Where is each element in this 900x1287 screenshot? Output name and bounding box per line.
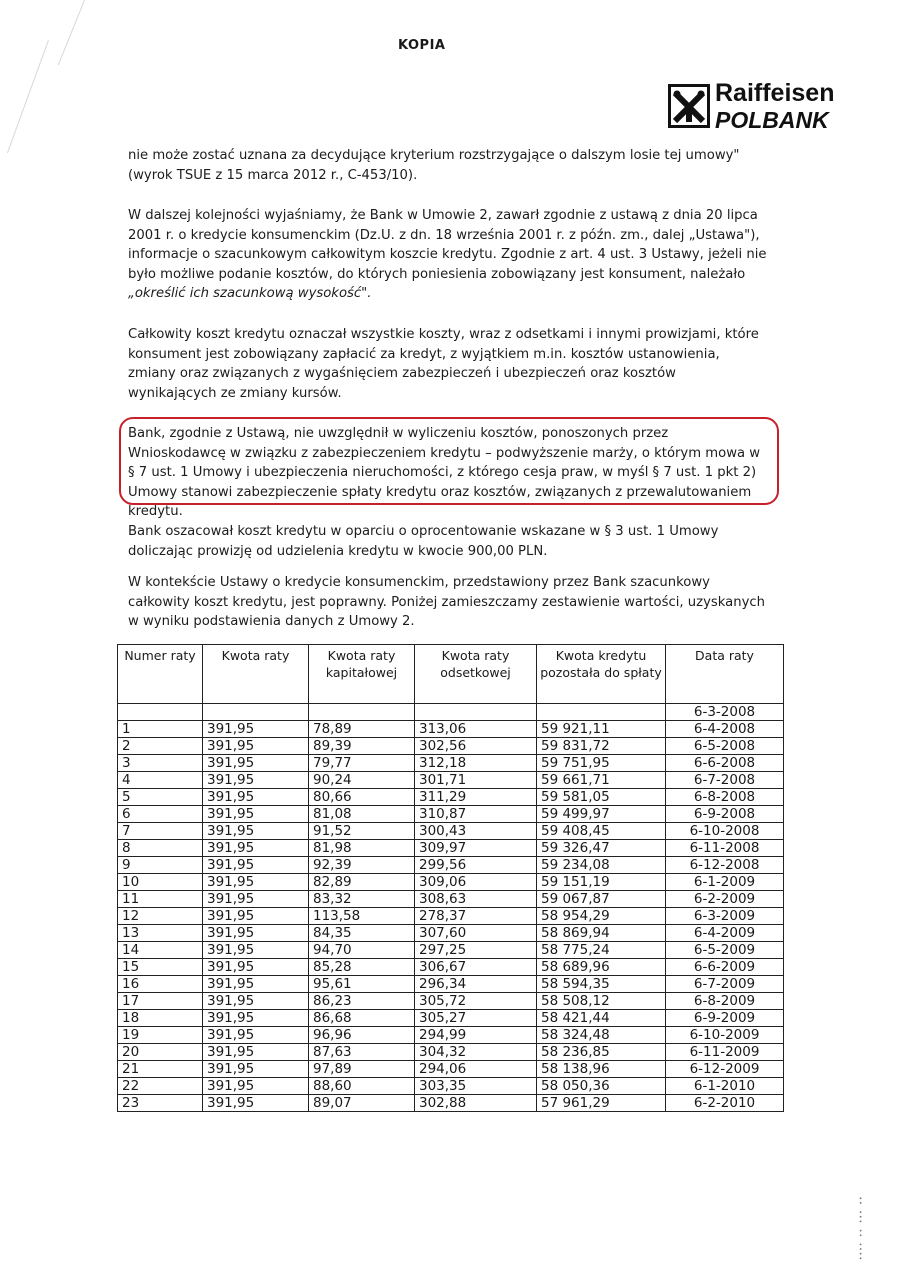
table-body	[118, 704, 784, 1112]
cell-installment-amount: 391,95	[203, 976, 309, 993]
raiffeisen-logo-icon	[668, 84, 710, 128]
cell-installment-number: 12	[118, 908, 203, 925]
table-row	[118, 789, 784, 806]
cell-installment-number: 15	[118, 959, 203, 976]
paragraph-highlighted-costs: Bank, zgodnie z Ustawą, nie uwzględnił w wyliczeniu kosztów, ponoszonych przez Wnioskodawcę w związku z zabezpieczeniem kredytu – podwyższenie marży, o którym mowa w § 7 ust. 1 Umowy i ubezpieczenia nieruchomości, z którego cesja praw, w myśl § 7 ust. 1 pkt 2) Umowy stanowi zabezpieczenie spłaty kredytu oraz kosztów, związanych z przewalutowaniem kredytu.	[128, 426, 761, 519]
cell-principal: 87,63	[309, 1044, 415, 1061]
cell-date: 6-2-2009	[666, 891, 784, 908]
cell-installment-amount: 391,95	[203, 874, 309, 891]
table-row	[118, 908, 784, 925]
cell-principal: 89,07	[309, 1095, 415, 1112]
table-row	[118, 1027, 784, 1044]
cell-installment-number: 23	[118, 1095, 203, 1112]
cell-principal: 80,66	[309, 789, 415, 806]
cell-installment-amount: 391,95	[203, 857, 309, 874]
cell-installment-number: 20	[118, 1044, 203, 1061]
cell-remaining-balance: 59 408,45	[537, 823, 666, 840]
table-row	[118, 721, 784, 738]
cell-principal: 84,35	[309, 925, 415, 942]
cell-installment-amount: 391,95	[203, 772, 309, 789]
cell-principal: 94,70	[309, 942, 415, 959]
cell-remaining-balance: 58 594,35	[537, 976, 666, 993]
cell-installment-amount: 391,95	[203, 1078, 309, 1095]
cell-principal: 89,39	[309, 738, 415, 755]
table-row	[118, 857, 784, 874]
cell-date: 6-10-2008	[666, 823, 784, 840]
cell-interest: 310,87	[415, 806, 537, 823]
cell-installment-number: 1	[118, 721, 203, 738]
cell-installment-amount: 391,95	[203, 993, 309, 1010]
cell-remaining-balance: 57 961,29	[537, 1095, 666, 1112]
cell-date: 6-12-2008	[666, 857, 784, 874]
cell-interest: 309,06	[415, 874, 537, 891]
cell-installment-number: 11	[118, 891, 203, 908]
cell-installment-amount: 391,95	[203, 789, 309, 806]
cell-interest: 302,56	[415, 738, 537, 755]
cell-interest: 312,18	[415, 755, 537, 772]
cell-installment-number: 6	[118, 806, 203, 823]
table-row	[118, 925, 784, 942]
cell-principal: 82,89	[309, 874, 415, 891]
cell-date: 6-9-2008	[666, 806, 784, 823]
cell-principal: 81,98	[309, 840, 415, 857]
cell-remaining-balance: 58 236,85	[537, 1044, 666, 1061]
cell-date: 6-1-2009	[666, 874, 784, 891]
cell-principal: 88,60	[309, 1078, 415, 1095]
cell-installment-number: 3	[118, 755, 203, 772]
cell-interest: 305,27	[415, 1010, 537, 1027]
logo-text-raiffeisen: Raiffeisen	[715, 79, 835, 107]
cell-remaining-balance: 58 421,44	[537, 1010, 666, 1027]
cell-installment-number	[118, 704, 203, 721]
paragraph-ustawa	[128, 206, 768, 304]
cell-installment-amount: 391,95	[203, 738, 309, 755]
cell-remaining-balance: 59 234,08	[537, 857, 666, 874]
cell-installment-amount: 391,95	[203, 721, 309, 738]
cell-date: 6-8-2009	[666, 993, 784, 1010]
cell-remaining-balance: 59 499,97	[537, 806, 666, 823]
cell-date: 6-9-2009	[666, 1010, 784, 1027]
cell-installment-number: 19	[118, 1027, 203, 1044]
cell-date: 6-7-2008	[666, 772, 784, 789]
table-row	[118, 1044, 784, 1061]
cell-remaining-balance: 58 869,94	[537, 925, 666, 942]
scan-artifact-line	[7, 40, 49, 153]
cell-date: 6-12-2009	[666, 1061, 784, 1078]
cell-date: 6-11-2009	[666, 1044, 784, 1061]
cell-installment-amount: 391,95	[203, 942, 309, 959]
cell-installment-amount: 391,95	[203, 925, 309, 942]
cell-remaining-balance: 58 050,36	[537, 1078, 666, 1095]
cell-installment-amount: 391,95	[203, 840, 309, 857]
cell-interest: 301,71	[415, 772, 537, 789]
cell-date: 6-7-2009	[666, 976, 784, 993]
cell-interest: 306,67	[415, 959, 537, 976]
cell-installment-number: 17	[118, 993, 203, 1010]
cell-principal: 91,52	[309, 823, 415, 840]
cell-installment-number: 8	[118, 840, 203, 857]
table-row	[118, 1061, 784, 1078]
header-installment-date: Data raty	[666, 645, 784, 704]
header-principal-amount: Kwota raty kapitałowej	[309, 645, 415, 704]
cell-installment-amount: 391,95	[203, 1027, 309, 1044]
cell-installment-number: 18	[118, 1010, 203, 1027]
cell-remaining-balance: 58 689,96	[537, 959, 666, 976]
cell-installment-number: 7	[118, 823, 203, 840]
cell-installment-number: 13	[118, 925, 203, 942]
cell-interest: 311,29	[415, 789, 537, 806]
cell-date: 6-5-2009	[666, 942, 784, 959]
cell-date: 6-10-2009	[666, 1027, 784, 1044]
cell-interest: 294,06	[415, 1061, 537, 1078]
cell-installment-amount: 391,95	[203, 1010, 309, 1027]
cell-principal: 78,89	[309, 721, 415, 738]
cell-installment-number: 9	[118, 857, 203, 874]
table-row	[118, 840, 784, 857]
bank-logo	[668, 79, 836, 134]
cell-remaining-balance: 58 508,12	[537, 993, 666, 1010]
cell-installment-number: 5	[118, 789, 203, 806]
cell-interest: 307,60	[415, 925, 537, 942]
cell-date: 6-4-2009	[666, 925, 784, 942]
cell-interest: 303,35	[415, 1078, 537, 1095]
cell-installment-amount: 391,95	[203, 1061, 309, 1078]
cell-installment-amount: 391,95	[203, 891, 309, 908]
cell-principal	[309, 704, 415, 721]
copy-label: KOPIA	[398, 38, 446, 53]
cell-interest: 308,63	[415, 891, 537, 908]
cell-installment-number: 22	[118, 1078, 203, 1095]
cell-installment-number: 16	[118, 976, 203, 993]
cell-remaining-balance: 58 775,24	[537, 942, 666, 959]
table-row	[118, 755, 784, 772]
cell-interest: 294,99	[415, 1027, 537, 1044]
cell-interest: 305,72	[415, 993, 537, 1010]
table-row	[118, 772, 784, 789]
cell-remaining-balance: 59 151,19	[537, 874, 666, 891]
cell-date: 6-2-2010	[666, 1095, 784, 1112]
cell-principal: 83,32	[309, 891, 415, 908]
cell-date: 6-6-2009	[666, 959, 784, 976]
cell-remaining-balance	[537, 704, 666, 721]
cell-remaining-balance: 58 138,96	[537, 1061, 666, 1078]
cell-interest: 302,88	[415, 1095, 537, 1112]
cell-principal: 86,68	[309, 1010, 415, 1027]
paragraph-total-cost: Całkowity koszt kredytu oznaczał wszystkie koszty, wraz z odsetkami i innymi prowizjami, które konsument jest zobowiązany zapłacić za kredyt, z wyjątkiem m.in. kosztów ustanowienia, zmiany oraz związanych z wygaśnięciem zabezpieczeń i ubezpieczeń oraz kosztów wynikających ze zmiany kursów.	[128, 327, 759, 401]
cell-principal: 81,08	[309, 806, 415, 823]
table-row	[118, 1095, 784, 1112]
cell-remaining-balance: 59 831,72	[537, 738, 666, 755]
cell-interest	[415, 704, 537, 721]
table-row	[118, 738, 784, 755]
cell-interest: 300,43	[415, 823, 537, 840]
cell-interest: 299,56	[415, 857, 537, 874]
table-row	[118, 823, 784, 840]
cell-interest: 304,32	[415, 1044, 537, 1061]
scan-artifact-line	[58, 0, 85, 65]
header-installment-number: Numer raty	[118, 645, 203, 704]
cell-date: 6-3-2009	[666, 908, 784, 925]
cell-date: 6-3-2008	[666, 704, 784, 721]
header-interest-amount: Kwota raty odsetkowej	[415, 645, 537, 704]
paragraph-tsue-quote: nie może zostać uznana za decydujące kryterium rozstrzygające o dalszym losie tej umowy" (wyrok TSUE z 15 marca 2012 r., C-453/10).	[128, 148, 740, 183]
logo-text-polbank: POLBANK	[715, 107, 829, 133]
cell-principal: 90,24	[309, 772, 415, 789]
cell-installment-number: 4	[118, 772, 203, 789]
cell-principal: 95,61	[309, 976, 415, 993]
cell-interest: 297,25	[415, 942, 537, 959]
cell-date: 6-5-2008	[666, 738, 784, 755]
paragraph-ustawa-quote: „określić ich szacunkową wysokość".	[128, 286, 372, 301]
cell-installment-number: 2	[118, 738, 203, 755]
cell-installment-amount: 391,95	[203, 959, 309, 976]
table-row	[118, 874, 784, 891]
cell-installment-amount: 391,95	[203, 1095, 309, 1112]
cell-installment-amount: 391,95	[203, 755, 309, 772]
paragraph-cost-estimation: Bank oszacował koszt kredytu w oparciu o oprocentowanie wskazane w § 3 ust. 1 Umowy doliczając prowizję od udzielenia kredytu w kwocie 900,00 PLN.	[128, 524, 719, 559]
header-installment-amount: Kwota raty	[203, 645, 309, 704]
cell-installment-number: 21	[118, 1061, 203, 1078]
cell-principal: 97,89	[309, 1061, 415, 1078]
cell-principal: 85,28	[309, 959, 415, 976]
repayment-schedule-table	[117, 644, 784, 1112]
cell-installment-number: 14	[118, 942, 203, 959]
cell-interest: 309,97	[415, 840, 537, 857]
table-row	[118, 959, 784, 976]
table-row	[118, 976, 784, 993]
table-row	[118, 891, 784, 908]
cell-remaining-balance: 59 067,87	[537, 891, 666, 908]
cell-date: 6-8-2008	[666, 789, 784, 806]
cell-installment-number: 10	[118, 874, 203, 891]
table-row	[118, 942, 784, 959]
header-remaining-balance: Kwota kredytu pozostała do spłaty	[537, 645, 666, 704]
cell-date: 6-11-2008	[666, 840, 784, 857]
cell-installment-amount	[203, 704, 309, 721]
cell-interest: 296,34	[415, 976, 537, 993]
cell-remaining-balance: 59 581,05	[537, 789, 666, 806]
cell-installment-amount: 391,95	[203, 908, 309, 925]
margin-print-code: •••• •• ••• ••	[858, 1195, 865, 1260]
cell-date: 6-1-2010	[666, 1078, 784, 1095]
cell-interest: 278,37	[415, 908, 537, 925]
cell-interest: 313,06	[415, 721, 537, 738]
table-header-row	[118, 645, 784, 704]
cell-installment-amount: 391,95	[203, 1044, 309, 1061]
cell-installment-amount: 391,95	[203, 806, 309, 823]
table-row	[118, 1078, 784, 1095]
cell-principal: 86,23	[309, 993, 415, 1010]
table-row	[118, 704, 784, 721]
cell-installment-amount: 391,95	[203, 823, 309, 840]
cell-remaining-balance: 59 921,11	[537, 721, 666, 738]
cell-remaining-balance: 58 954,29	[537, 908, 666, 925]
cell-principal: 113,58	[309, 908, 415, 925]
cell-date: 6-6-2008	[666, 755, 784, 772]
cell-remaining-balance: 58 324,48	[537, 1027, 666, 1044]
cell-remaining-balance: 59 326,47	[537, 840, 666, 857]
cell-principal: 79,77	[309, 755, 415, 772]
cell-remaining-balance: 59 751,95	[537, 755, 666, 772]
table-row	[118, 1010, 784, 1027]
paragraph-ustawa-text: W dalszej kolejności wyjaśniamy, że Bank w Umowie 2, zawarł zgodnie z ustawą z dnia 20 lipca 2001 r. o kredycie konsumenckim (Dz.U. z dn. 18 września 2001 r. z późn. zm., dalej „Ustawa"), informacje o szacunkowym całkowitym koszcie kredytu. Zgodnie z art. 4 ust. 3 Ustawy, jeżeli nie było możliwe podanie kosztów, do których poniesienia zobowiązany jest konsument, należało	[128, 208, 767, 282]
cell-date: 6-4-2008	[666, 721, 784, 738]
cell-remaining-balance: 59 661,71	[537, 772, 666, 789]
table-row	[118, 993, 784, 1010]
cell-principal: 92,39	[309, 857, 415, 874]
table-row	[118, 806, 784, 823]
cell-principal: 96,96	[309, 1027, 415, 1044]
paragraph-table-intro: W kontekście Ustawy o kredycie konsumenckim, przedstawiony przez Bank szacunkowy całkowity koszt kredytu, jest poprawny. Poniżej zamieszczamy zestawienie wartości, uzyskanych w wyniku podstawienia danych z Umowy 2.	[128, 575, 766, 629]
